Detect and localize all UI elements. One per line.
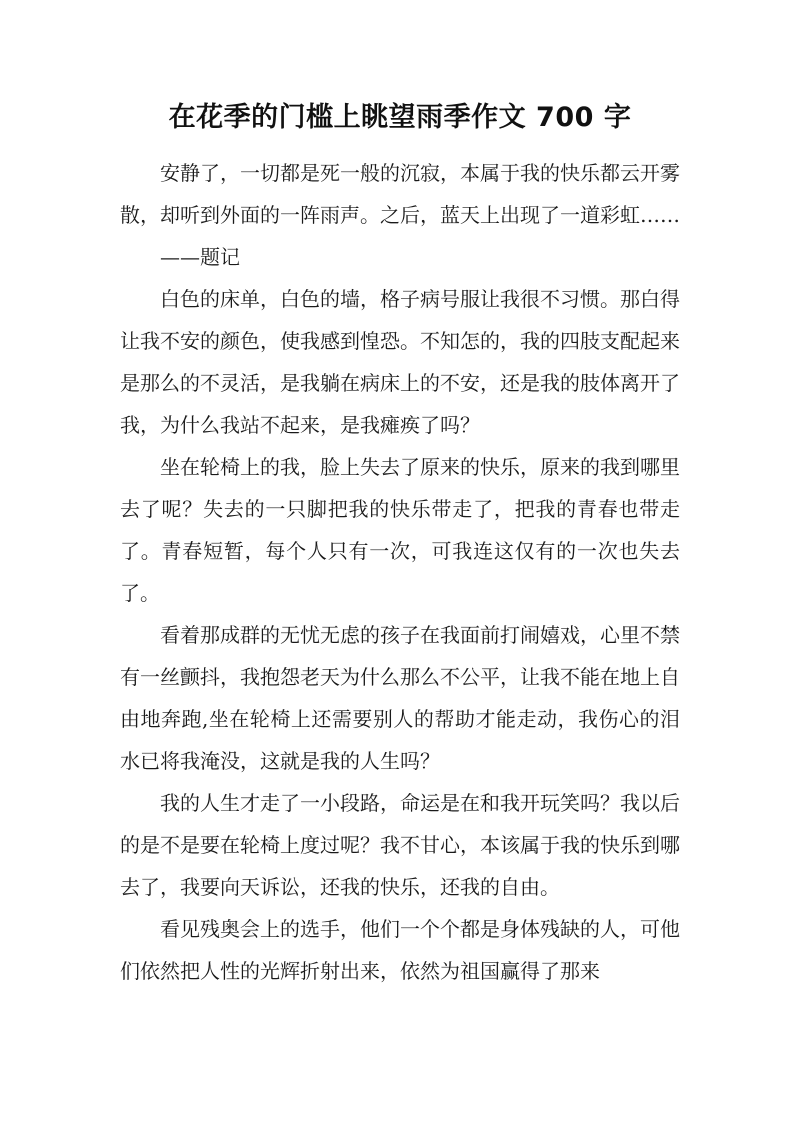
epigraph-paragraph: 安静了，一切都是死一般的沉寂，本属于我的快乐都云开雾散，却听到外面的一阵雨声。之后，蓝天上出现了一道彩虹…… [120,161,680,227]
body-paragraph: 白色的床单，白色的墙，格子病号服让我很不习惯。那白得让我不安的颜色，使我感到惶恐。不知怎的，我的四肢支配起来是那么的不灵活，是我躺在病床上的不安，还是我的肢体离开了我，为什么我站不起来，是我瘫痪了吗？ [120,287,680,437]
epigraph-attribution: ——题记 [160,245,240,269]
body-paragraph: 我的人生才走了一小段路，命运是在和我开玩笑吗？我以后的是不是要在轮椅上度过呢？我不甘心，本该属于我的快乐到哪去了，我要向天诉讼，还我的快乐，还我的自由。 [120,791,680,899]
body-paragraph: 看见残奥会上的选手，他们一个个都是身体残缺的人，可他们依然把人性的光辉折射出来，依然为祖国赢得了那来 [120,917,680,983]
document-title: 在花季的门槛上眺望雨季作文 700 字 [168,102,632,133]
body-paragraph: 坐在轮椅上的我，脸上失去了原来的快乐，原来的我到哪里去了呢？失去的一只脚把我的快乐带走了，把我的青春也带走了。青春短暂，每个人只有一次，可我连这仅有的一次也失去了。 [120,455,680,605]
document-body [120,152,680,992]
body-paragraph: 看着那成群的无忧无虑的孩子在我面前打闹嬉戏，心里不禁有一丝颤抖，我抱怨老天为什么那么不公平，让我不能在地上自由地奔跑,坐在轮椅上还需要别人的帮助才能走动，我伤心的泪水已将我淹没，这就是我的人生吗？ [120,623,680,773]
